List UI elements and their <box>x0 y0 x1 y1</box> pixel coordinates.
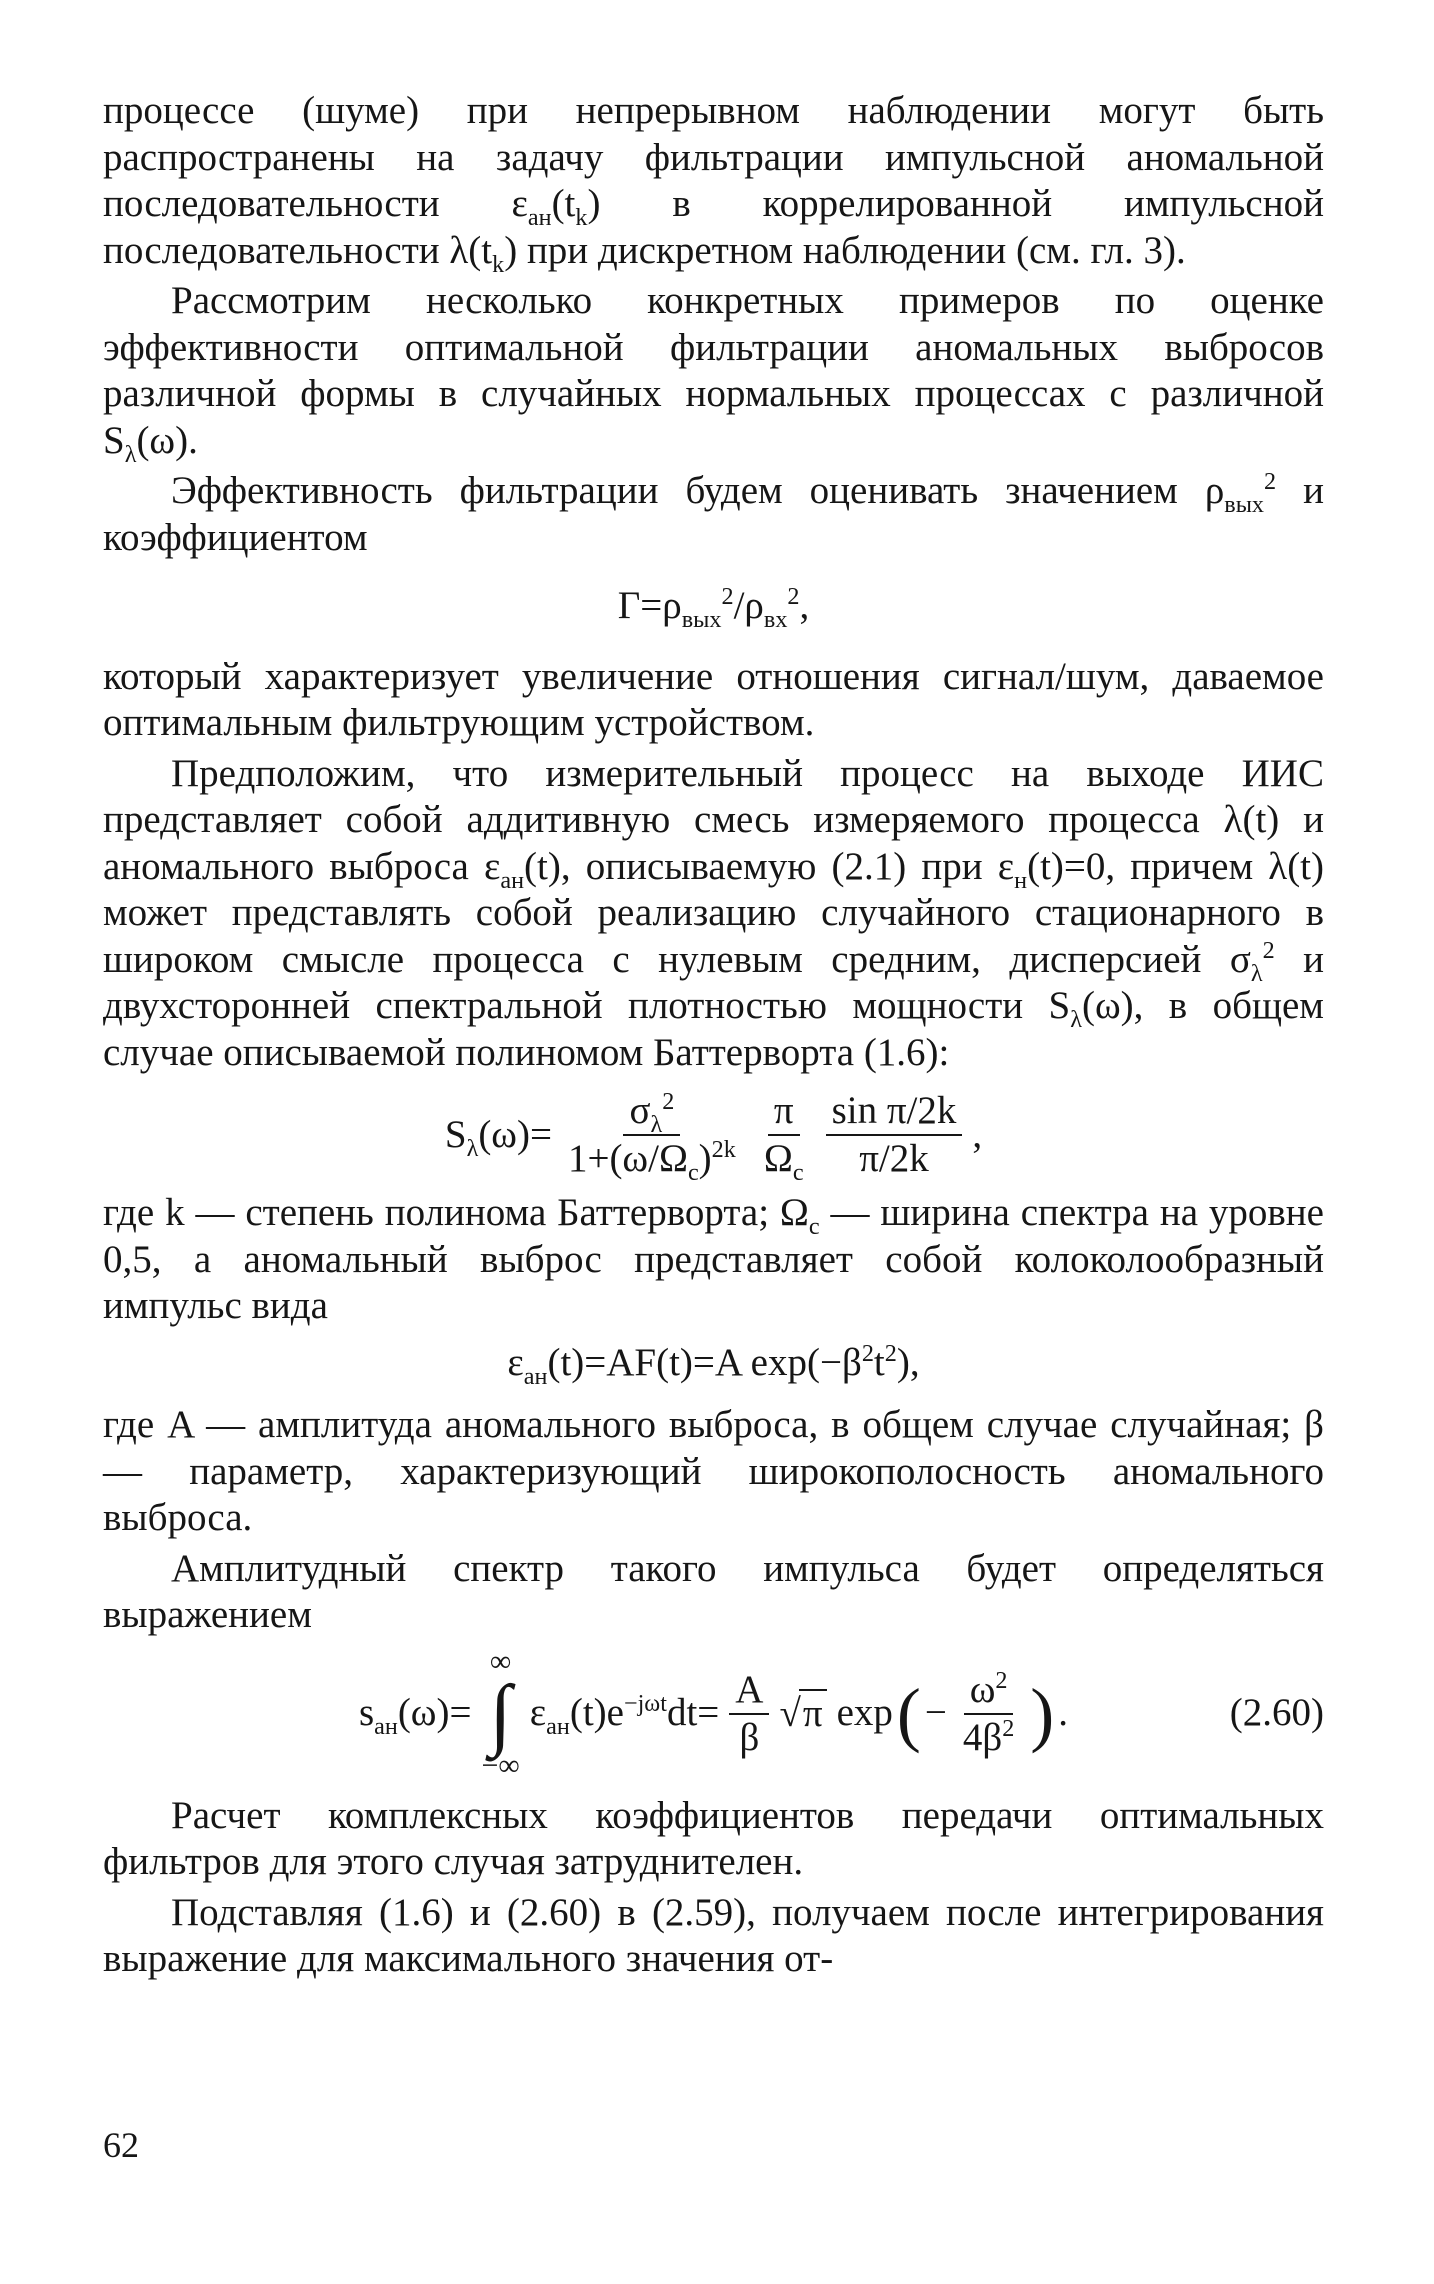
paragraph-10: Подставляя (1.6) и (2.60) в (2.59), получаем после интегрирования выражение для максимального значения от- <box>103 1890 1324 1980</box>
equation-gamma: $\Gamma=\rho_{вых}^2/\rho_{вх}^2$, <box>617 583 810 633</box>
equation-pulse: $\varepsilon_{ан}(t)=AF(t)=A$ $\exp(-\beta^2t^2)$, <box>507 1339 920 1390</box>
spectrum-fraction-1: $\frac{A}{\beta}$ <box>729 1669 769 1759</box>
equation-butterworth: $S_\lambda(\omega)=$ $\frac{\sigma_\lambda^2}{1+(\omega/\Omega_c)^{2k}}$ $\frac{\pi}{\Omega_c}$ $\frac{\text{sin π/2k}}{\pi/2k}$ , <box>444 1088 983 1186</box>
paragraph-4: который характеризует увеличение отношения сигнал/шум, даваемое оптимальным фильтрующим устройством. <box>103 654 1324 744</box>
equation-number: (2.60) <box>1229 1691 1324 1735</box>
butterworth-fraction-1: $\frac{\sigma_\lambda^2}{1+(\omega/\Omega_c)^{2k}}$ <box>567 1088 736 1186</box>
paragraph-2: Рассмотрим несколько конкретных примеров по оценке эффективности оптимальной фильтрации аномальных выбросов различной формы в случайных нормальных процессах с различной $S_\lambda(\omega)$. <box>103 279 1324 468</box>
text-column <box>103 88 1324 1983</box>
paragraph-9: Расчет комплексных коэффициентов передачи оптимальных фильтров для этого случая затруднителен. <box>103 1793 1324 1883</box>
integral-sign: ∞ ∫ −∞ <box>481 1644 520 1782</box>
paragraph-3: Эффективность фильтрации будем оценивать значением $\rho_{вых}^2$ и коэффициентом <box>103 468 1324 559</box>
paragraph-1: процессе (шуме) при непрерывном наблюдении могут быть распространены на задачу фильтрации импульсной аномальной последовательности $\varepsilon_{ан}(t_k)$ в коррелированной импульсной последовательности $\lambda(t_k)$ при дискретном наблюдении (см. гл. 3). <box>103 89 1324 278</box>
paragraph-5: Предположим, что измерительный процесс на выходе ИИС представляет собой аддитивную смесь измеряемого процесса λ(t) и аномального выброса $\varepsilon_{ан}(t)$, описываемую (2.1) при $\varepsilon_н(t)=0$, причем λ(t) может представлять собой реализацию случайного стационарного в широком смысле процесса с нулевым средним, дисперсией $\sigma_\lambda^2$ и двухсторонней спектральной плотностью мощности $S_\lambda(\omega)$, в общем случае описываемой полиномом Баттерворта (1.6): <box>103 751 1324 1074</box>
paragraph-7: где A — амплитуда аномального выброса, в общем случае случайная; β — параметр, характеризующий широкополосность аномального выброса. <box>103 1403 1324 1539</box>
spectrum-fraction-2: $\frac{\omega^2}{4\beta^2}$ <box>962 1666 1015 1759</box>
butterworth-fraction-2: $\frac{\pi}{\Omega_c}$ <box>763 1089 804 1186</box>
page-number: 62 <box>103 2125 139 2165</box>
butterworth-fraction-3: $\frac{\text{sin π/2k}}{\pi/2k}$ <box>826 1090 963 1180</box>
paragraph-6: где k — степень полинома Баттерворта; $\Omega_c$ — ширина спектра на уровне 0,5, а аномальный выброс представляет собой колоколообразный импульс вида <box>103 1191 1324 1327</box>
equation-spectrum: $s_{ан}(\omega)=$ ∞ ∫ −∞ $\varepsilon_{ан}(t)e^{-j\omega t}dt=$ $\frac{A}{\beta}$ √π exp ( − $\frac{\omega^2}{4\beta^2}$ ) . (2.60) <box>358 1644 1324 1782</box>
paragraph-8: Амплитудный спектр такого импульса будет определяться выражением <box>103 1546 1324 1636</box>
